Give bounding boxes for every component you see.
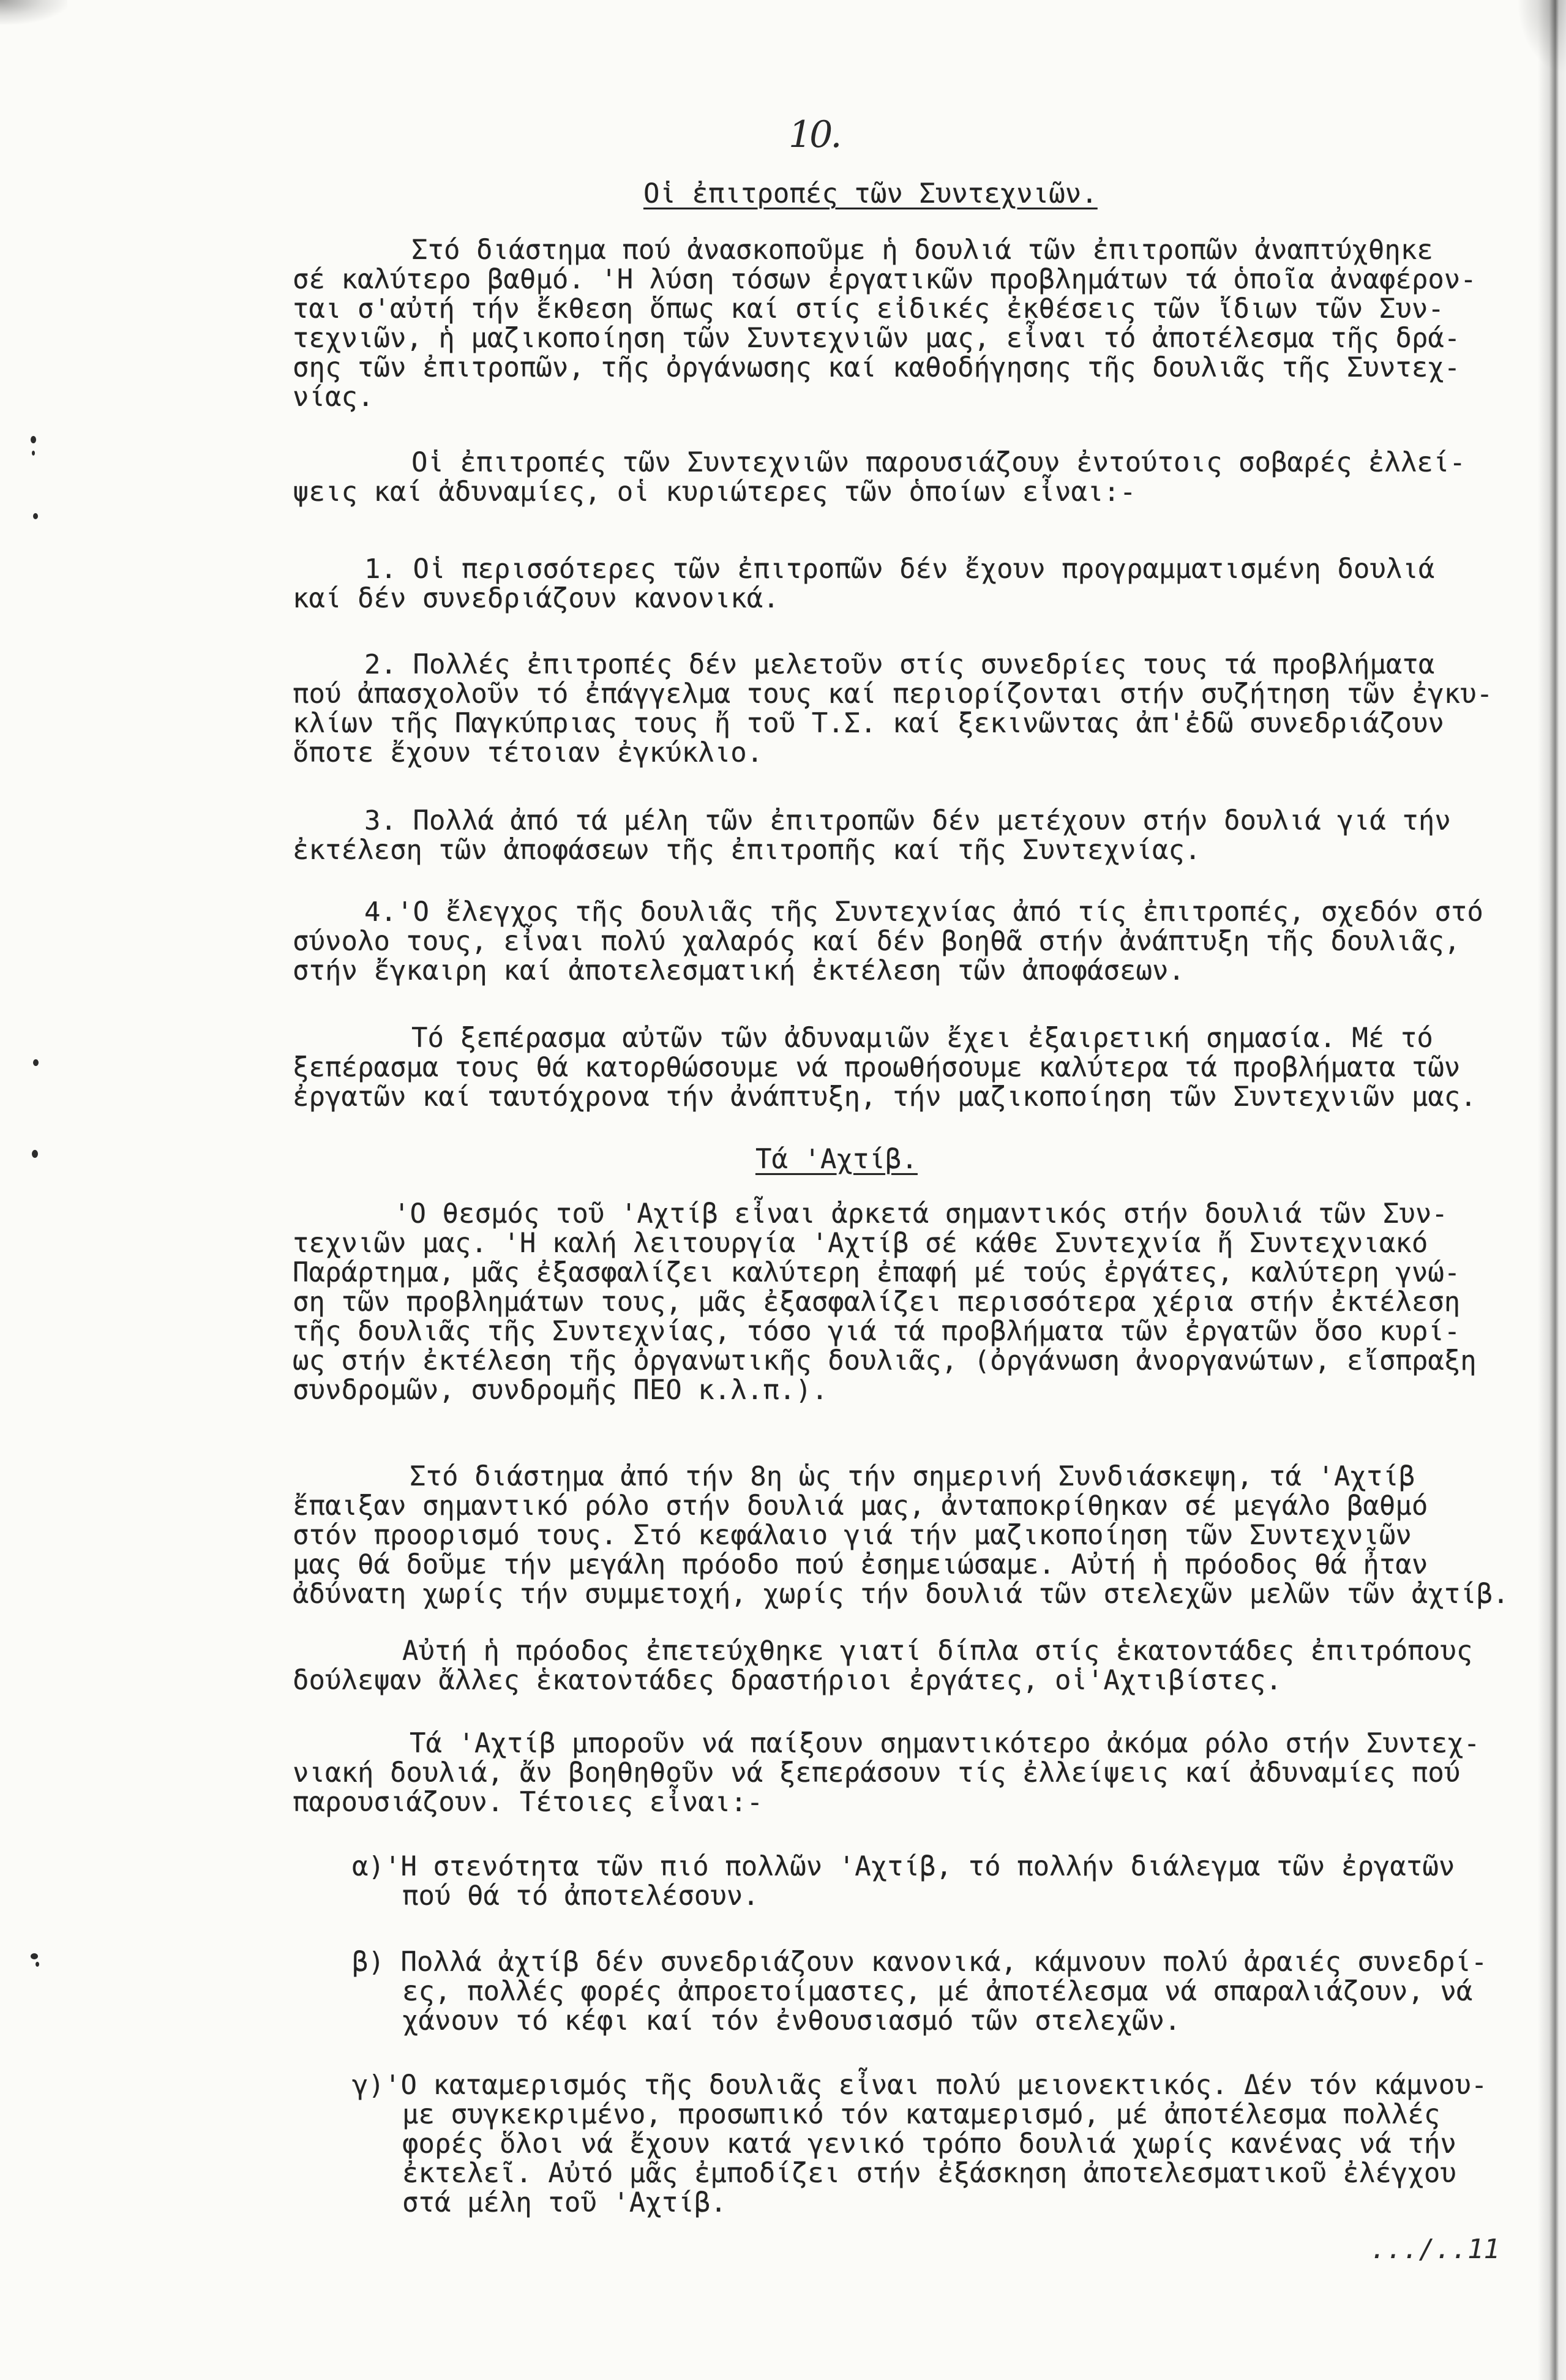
- text-line: 1. Οἱ περισσότερες τῶν ἐπιτροπῶν δέν ἔχουν προγραμματισμένη δουλιά: [364, 554, 1435, 585]
- ink-mark: [33, 513, 38, 519]
- text-line: νίας.: [293, 381, 374, 413]
- text-line: σύνολο τους, εἶναι πολύ χαλαρός καί δέν βοηθᾶ στήν ἀνάπτυξη τῆς δουλιᾶς,: [293, 926, 1461, 957]
- text-line: στά μέλη τοῦ 'Αχτίβ.: [402, 2187, 727, 2218]
- text-line: ἔπαιξαν σημαντικό ρόλο στήν δουλιά μας, ἀνταποκρίθηκαν σέ μεγάλο βαθμό: [293, 1490, 1428, 1522]
- ink-mark: [31, 436, 36, 443]
- text-line: μας θά δοῦμε τήν μεγάλη πρόοδο πού ἐσημειώσαμε. Αὐτή ἡ πρόοδος θά ἦταν: [293, 1549, 1428, 1580]
- text-line: ως στήν ἐκτέλεση τῆς ὀργανωτικῆς δουλιᾶς, (ὀργάνωση ἀνοργανώτων, εἴσπραξη: [293, 1345, 1477, 1376]
- numbered-item-2: [293, 650, 1493, 768]
- aktiv-role-paragraph: [293, 1199, 1477, 1405]
- text-line: Στό διάστημα πού ἀνασκοποῦμε ἡ δουλιά τῶν ἐπιτροπῶν ἀναπτύχθηκε: [411, 235, 1433, 266]
- text-line: 3. Πολλά ἀπό τά μέλη τῶν ἐπιτροπῶν δέν μετέχουν στήν δουλιά γιά τήν: [364, 805, 1451, 836]
- text-line: Στό διάστημα ἀπό τήν 8η ὡς τήν σημερινή Συνδιάσκεψη, τά 'Αχτίβ: [410, 1461, 1415, 1492]
- numbered-item-1: [293, 555, 1434, 614]
- text-line: ση τῶν προβλημάτων τους, μᾶς ἐξασφαλίζει περισσότερα χέρια στήν ἐκτέλεση: [293, 1286, 1461, 1318]
- text-line: πού ἀπασχολοῦν τό ἐπάγγελμα τους καί περιορίζονται στήν συζήτηση τῶν ἐγκυ-: [293, 678, 1493, 710]
- committees-intro-paragraph: [293, 236, 1477, 412]
- aktiv-achievement-paragraph: [293, 1637, 1472, 1695]
- text-line: ἐργατῶν καί ταυτόχρονα τήν ἀνάπτυξη, τήν μαζικοποίηση τῶν Συντεχνιῶν μας.: [293, 1081, 1477, 1113]
- text-line: συνδρομῶν, συνδρομῆς ΠΕΟ κ.λ.π.).: [293, 1375, 828, 1406]
- text-line: χάνουν τό κέφι καί τόν ἐνθουσιασμό τῶν στελεχῶν.: [402, 2005, 1181, 2037]
- continuation-marker: .../..11: [1370, 2234, 1500, 2265]
- lettered-item-b: [352, 1948, 1487, 2036]
- text-line: 4.'Ο ἔλεγχος τῆς δουλιᾶς τῆς Συντεχνίας ἀπό τίς ἐπιτροπές, σχεδόν στό: [364, 896, 1483, 928]
- text-line: β) Πολλά ἀχτίβ δέν συνεδριάζουν κανονικά, κάμνουν πολύ ἀραιές συνεδρί-: [352, 1946, 1488, 1978]
- text-line: τῆς δουλιᾶς τῆς Συντεχνίας, τόσο γιά τά προβλήματα τῶν ἐργατῶν ὅσο κυρί-: [293, 1316, 1461, 1347]
- text-line: Τό ξεπέρασμα αὐτῶν τῶν ἀδυναμιῶν ἔχει ἐξαιρετική σημασία. Μέ τό: [411, 1023, 1433, 1054]
- text-line: καί δέν συνεδριάζουν κανονικά.: [293, 583, 779, 614]
- ink-mark: [33, 1059, 39, 1066]
- text-line: στόν προορισμό τους. Στό κεφάλαιο γιά τήν μαζικοποίηση τῶν Συντεχνιῶν: [293, 1520, 1412, 1551]
- committees-conclusion-paragraph: [293, 1024, 1477, 1112]
- ink-mark: [32, 1150, 38, 1158]
- text-line: κλίων τῆς Παγκύπριας τους ἤ τοῦ Τ.Σ. καί ξεκινῶντας ἀπ'ἐδῶ συνεδριάζουν: [293, 708, 1444, 739]
- text-line: σης τῶν ἐπιτροπῶν, τῆς ὀργάνωσης καί καθοδήγησης τῆς δουλιᾶς τῆς Συντεχ-: [293, 352, 1461, 383]
- ink-mark: [36, 1962, 39, 1967]
- numbered-item-4: [293, 898, 1483, 986]
- lettered-item-c: [352, 2071, 1487, 2218]
- text-line: ἀδύνατη χωρίς τήν συμμετοχή, χωρίς τήν δουλιά τῶν στελεχῶν μελῶν τῶν ἀχτίβ.: [293, 1579, 1509, 1610]
- text-line: ἐκτέλεση τῶν ἀποφάσεων τῆς ἐπιτροπῆς καί τῆς Συντεχνίας.: [293, 835, 1201, 866]
- aktiv-progress-paragraph: [293, 1462, 1509, 1609]
- text-line: ες, πολλές φορές ἀπροετοίμαστες, μέ ἀποτέλεσμα νά σπαραλιάζουν, νά: [402, 1976, 1473, 2007]
- text-line: γ)'Ο καταμερισμός τῆς δουλιᾶς εἶναι πολύ μειονεκτικός. Δέν τόν κάμνου-: [352, 2070, 1488, 2101]
- text-line: τεχνιῶν μας. 'Η καλή λειτουργία 'Αχτίβ σέ κάθε Συντεχνία ἤ Συντεχνιακό: [293, 1228, 1428, 1259]
- scan-shadow: [0, 0, 67, 24]
- page-number: 10.: [789, 113, 840, 156]
- text-line: ξεπέρασμα τους θά κατορθώσουμε νά προωθήσουμε καλύτερα τά προβλήματα τῶν: [293, 1052, 1461, 1083]
- section-heading-committees: Οἱ ἐπιτροπές τῶν Συντεχνιῶν.: [643, 178, 1098, 209]
- text-line: πού θά τό ἀποτελέσουν.: [402, 1880, 759, 1912]
- text-line: Αὐτή ἡ πρόοδος ἐπετεύχθηκε γιατί δίπλα στίς ἑκατοντάδες ἐπιτρόπους: [402, 1635, 1473, 1667]
- text-line: Παράρτημα, μᾶς ἐξασφαλίζει καλύτερη ἐπαφή μέ τούς ἐργάτες, καλύτερη γνώ-: [293, 1257, 1461, 1288]
- page-edge: [1538, 0, 1566, 2380]
- text-line: ἐκτελεῖ. Αὐτό μᾶς ἐμποδίζει στήν ἐξάσκηση ἀποτελεσματικοῦ ἐλέγχου: [402, 2158, 1456, 2189]
- text-line: φορές ὅλοι νά ἔχουν κατά γενικό τρόπο δουλιά χωρίς κανένας νά τήν: [402, 2128, 1456, 2160]
- aktiv-potential-paragraph: [293, 1729, 1480, 1817]
- text-line: ται σ'αὐτή τήν ἔκθεση ὅπως καί στίς εἰδικές ἐκθέσεις τῶν ἴδιων τῶν Συν-: [293, 293, 1444, 325]
- weaknesses-intro-paragraph: [293, 448, 1466, 507]
- text-line: παρουσιάζουν. Τέτοιες εἶναι:-: [293, 1787, 763, 1818]
- numbered-item-3: [293, 806, 1451, 865]
- text-line: ψεις καί ἀδυναμίες, οἱ κυριώτερες τῶν ὁποίων εἶναι:-: [293, 476, 1136, 508]
- text-line: στήν ἔγκαιρη καί ἀποτελεσματική ἐκτέλεση τῶν ἀποφάσεων.: [293, 955, 1185, 986]
- text-line: α)'Η στενότητα τῶν πιό πολλῶν 'Αχτίβ, τό πολλήν διάλεγμα τῶν ἐργατῶν: [352, 1851, 1455, 1882]
- text-line: Τά 'Αχτίβ μποροῦν νά παίξουν σημαντικότερο ἀκόμα ρόλο στήν Συντεχ-: [410, 1728, 1480, 1759]
- text-line: Οἱ ἐπιτροπές τῶν Συντεχνιῶν παρουσιάζουν ἐντούτοις σοβαρές ἐλλεί-: [411, 447, 1466, 478]
- ink-mark: [31, 1953, 38, 1959]
- text-line: σέ καλύτερο βαθμό. 'Η λύση τόσων ἐργατικῶν προβλημάτων τά ὁποῖα ἀναφέρον-: [293, 264, 1477, 295]
- ink-mark: [32, 451, 35, 456]
- text-line: με συγκεκριμένο, προσωπικό τόν καταμερισμό, μέ ἀποτέλεσμα πολλές: [402, 2099, 1440, 2130]
- text-line: νιακή δουλιά, ἄν βοηθηθοῦν νά ξεπεράσουν τίς ἐλλείψεις καί ἀδυναμίες πού: [293, 1757, 1461, 1789]
- text-line: δούλεψαν ἄλλες ἑκατοντάδες δραστήριοι ἐργάτες, οἱ'Αχτιβίστες.: [293, 1665, 1282, 1696]
- text-line: ὅποτε ἔχουν τέτοιαν ἐγκύκλιο.: [293, 737, 763, 768]
- text-line: 2. Πολλές ἐπιτροπές δέν μελετοῦν στίς συνεδρίες τους τά προβλήματα: [364, 649, 1435, 680]
- lettered-item-a: [352, 1852, 1455, 1911]
- section-heading-aktiv: Τά 'Αχτίβ.: [755, 1144, 918, 1175]
- text-line: 'Ο θεσμός τοῦ 'Αχτίβ εἶναι ἀρκετά σημαντικός στήν δουλιά τῶν Συν-: [394, 1198, 1448, 1229]
- text-line: τεχνιῶν, ἡ μαζικοποίηση τῶν Συντεχνιῶν μας, εἶναι τό ἀποτέλεσμα τῆς δρά-: [293, 323, 1461, 354]
